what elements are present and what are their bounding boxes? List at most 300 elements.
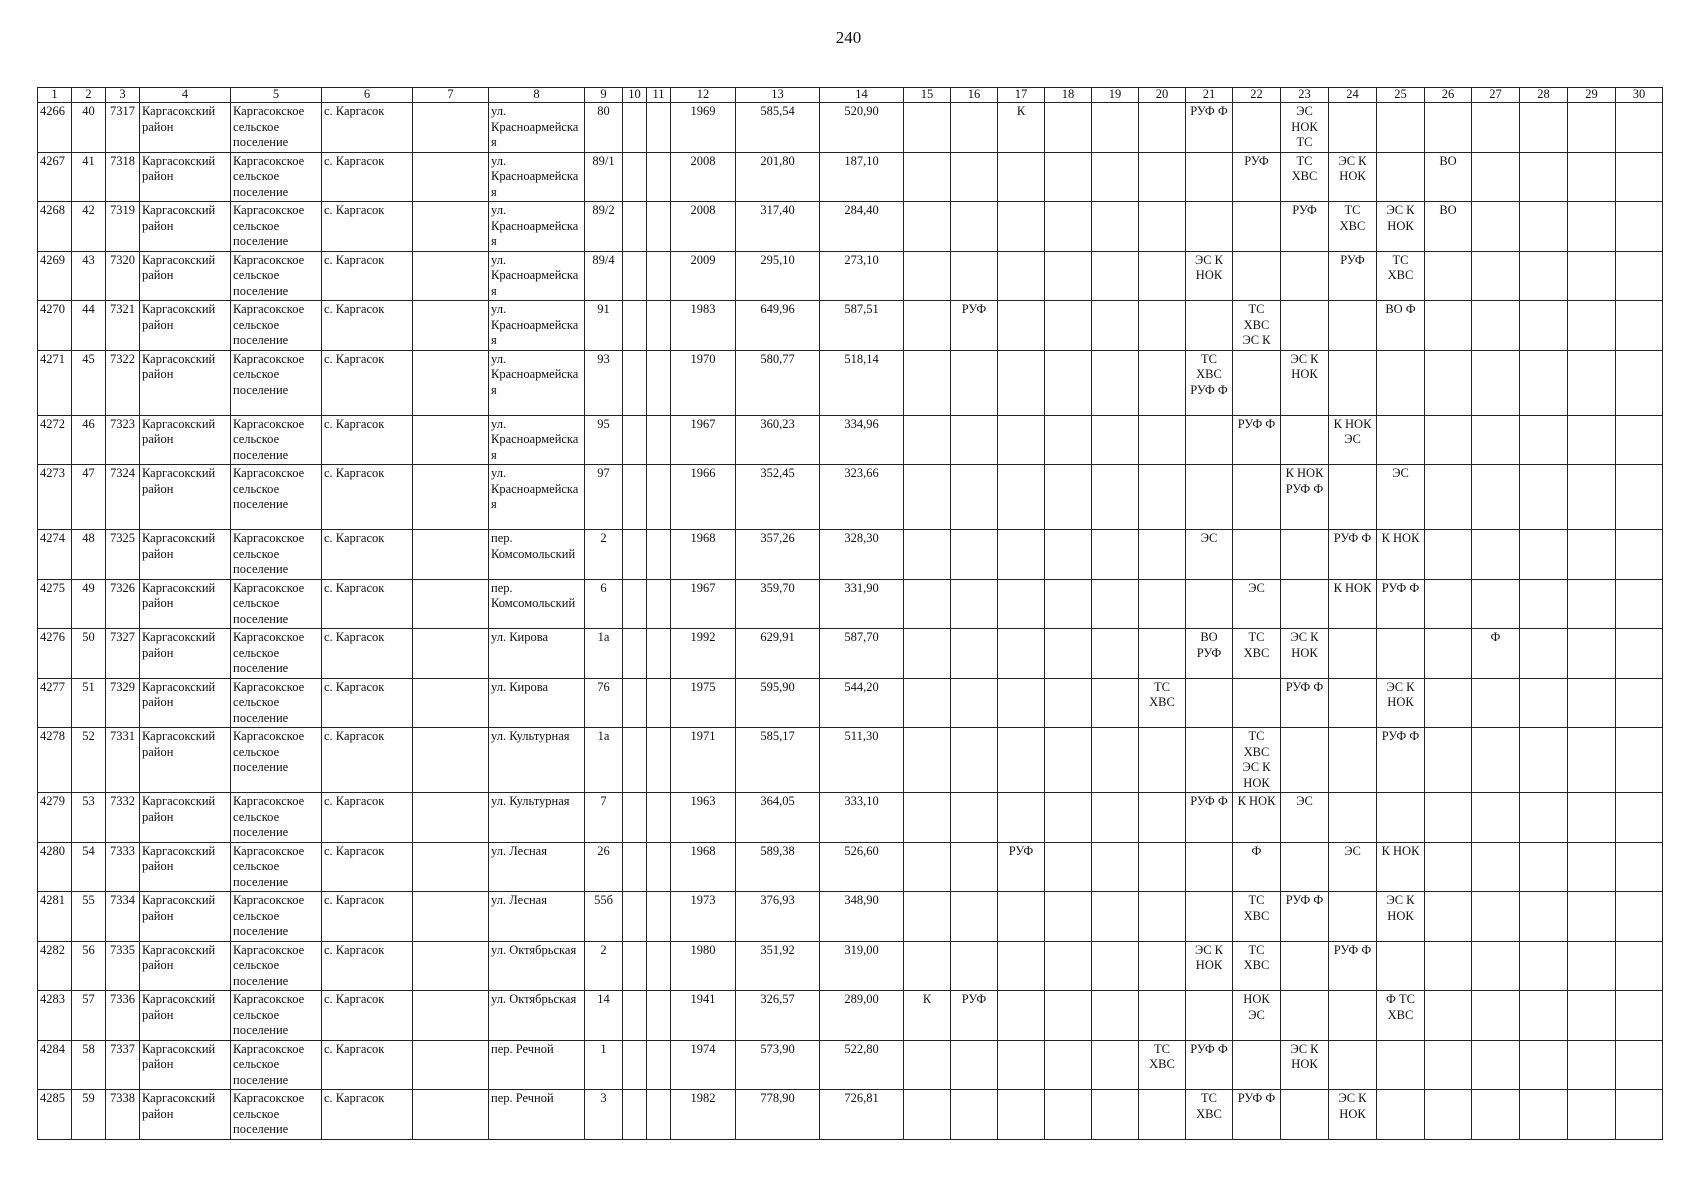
cell-col-25: ТС ХВС — [1377, 251, 1425, 301]
cell-col-3: 7319 — [106, 202, 140, 252]
cell-col-5: Каргасокское сельское поселение — [231, 251, 322, 301]
cell-col-30 — [1616, 892, 1663, 942]
cell-col-5: Каргасокское сельское поселение — [231, 678, 322, 728]
cell-col-1: 4267 — [38, 152, 72, 202]
cell-col-21 — [1186, 152, 1233, 202]
cell-col-29 — [1568, 678, 1616, 728]
table-row — [38, 301, 1663, 351]
cell-col-28 — [1520, 842, 1568, 892]
cell-col-6: с. Каргасок — [322, 579, 413, 629]
cell-col-27 — [1472, 103, 1520, 153]
cell-col-1: 4275 — [38, 579, 72, 629]
cell-col-8: ул. Красноармейска я — [489, 301, 585, 351]
table-header-row — [38, 88, 1663, 103]
cell-col-20 — [1139, 301, 1186, 351]
cell-col-4: Каргасокский район — [140, 251, 231, 301]
cell-col-2: 47 — [72, 465, 106, 530]
cell-col-23 — [1281, 842, 1329, 892]
cell-col-17 — [998, 202, 1045, 252]
cell-col-9: 1а — [585, 728, 623, 793]
cell-col-9: 26 — [585, 842, 623, 892]
cell-col-21 — [1186, 728, 1233, 793]
cell-col-21 — [1186, 842, 1233, 892]
cell-col-22: ТС ХВС — [1233, 941, 1281, 991]
cell-col-26 — [1425, 579, 1472, 629]
cell-col-29 — [1568, 465, 1616, 530]
cell-col-8: пер. Комсомольский — [489, 530, 585, 580]
cell-col-20 — [1139, 465, 1186, 530]
cell-col-30 — [1616, 678, 1663, 728]
cell-col-11 — [647, 842, 671, 892]
cell-col-13: 595,90 — [736, 678, 820, 728]
cell-col-5: Каргасокское сельское поселение — [231, 103, 322, 153]
cell-col-17 — [998, 301, 1045, 351]
cell-col-6: с. Каргасок — [322, 793, 413, 843]
cell-col-28 — [1520, 793, 1568, 843]
cell-col-18 — [1045, 579, 1092, 629]
cell-col-19 — [1092, 629, 1139, 679]
cell-col-5: Каргасокское сельское поселение — [231, 202, 322, 252]
cell-col-8: ул. Красноармейска я — [489, 465, 585, 530]
cell-col-28 — [1520, 678, 1568, 728]
cell-col-20 — [1139, 892, 1186, 942]
cell-col-13: 201,80 — [736, 152, 820, 202]
cell-col-13: 326,57 — [736, 991, 820, 1041]
cell-col-1: 4272 — [38, 415, 72, 465]
cell-col-15 — [904, 415, 951, 465]
cell-col-30 — [1616, 579, 1663, 629]
cell-col-7 — [413, 415, 489, 465]
cell-col-16: РУФ — [951, 301, 998, 351]
cell-col-18 — [1045, 301, 1092, 351]
cell-col-25: ВО Ф — [1377, 301, 1425, 351]
cell-col-16 — [951, 678, 998, 728]
cell-col-28 — [1520, 251, 1568, 301]
cell-col-19 — [1092, 793, 1139, 843]
cell-col-14: 319,00 — [820, 941, 904, 991]
cell-col-28 — [1520, 629, 1568, 679]
cell-col-26 — [1425, 793, 1472, 843]
cell-col-24 — [1329, 629, 1377, 679]
cell-col-21 — [1186, 415, 1233, 465]
cell-col-4: Каргасокский район — [140, 678, 231, 728]
cell-col-2: 58 — [72, 1040, 106, 1090]
cell-col-9: 97 — [585, 465, 623, 530]
cell-col-27 — [1472, 842, 1520, 892]
column-header-10: 10 — [623, 88, 647, 103]
cell-col-21 — [1186, 678, 1233, 728]
cell-col-6: с. Каргасок — [322, 415, 413, 465]
cell-col-2: 54 — [72, 842, 106, 892]
cell-col-25 — [1377, 1040, 1425, 1090]
cell-col-21: ЭС К НОК — [1186, 251, 1233, 301]
cell-col-23 — [1281, 991, 1329, 1041]
column-header-29: 29 — [1568, 88, 1616, 103]
cell-col-14: 331,90 — [820, 579, 904, 629]
cell-col-22: ТС ХВС — [1233, 892, 1281, 942]
cell-col-27 — [1472, 152, 1520, 202]
cell-col-26 — [1425, 301, 1472, 351]
table-row — [38, 415, 1663, 465]
cell-col-19 — [1092, 892, 1139, 942]
cell-col-24 — [1329, 1040, 1377, 1090]
cell-col-25 — [1377, 152, 1425, 202]
cell-col-10 — [623, 793, 647, 843]
cell-col-27 — [1472, 251, 1520, 301]
cell-col-26 — [1425, 1040, 1472, 1090]
table-body — [38, 103, 1663, 1140]
cell-col-8: ул. Красноармейска я — [489, 152, 585, 202]
cell-col-3: 7324 — [106, 465, 140, 530]
cell-col-23 — [1281, 728, 1329, 793]
cell-col-7 — [413, 579, 489, 629]
column-header-19: 19 — [1092, 88, 1139, 103]
cell-col-1: 4280 — [38, 842, 72, 892]
cell-col-22: ТС ХВС — [1233, 629, 1281, 679]
cell-col-2: 49 — [72, 579, 106, 629]
cell-col-25: ЭС К НОК — [1377, 678, 1425, 728]
cell-col-8: ул. Октябрьская — [489, 941, 585, 991]
cell-col-11 — [647, 678, 671, 728]
cell-col-7 — [413, 678, 489, 728]
cell-col-25: Ф ТС ХВС — [1377, 991, 1425, 1041]
cell-col-29 — [1568, 842, 1616, 892]
cell-col-16 — [951, 892, 998, 942]
cell-col-17 — [998, 793, 1045, 843]
cell-col-28 — [1520, 579, 1568, 629]
cell-col-6: с. Каргасок — [322, 629, 413, 679]
cell-col-26 — [1425, 629, 1472, 679]
cell-col-7 — [413, 202, 489, 252]
cell-col-26 — [1425, 991, 1472, 1041]
cell-col-15 — [904, 465, 951, 530]
cell-col-30 — [1616, 1090, 1663, 1140]
cell-col-6: с. Каргасок — [322, 103, 413, 153]
cell-col-9: 14 — [585, 991, 623, 1041]
table-row — [38, 103, 1663, 153]
cell-col-30 — [1616, 941, 1663, 991]
column-header-26: 26 — [1425, 88, 1472, 103]
cell-col-13: 573,90 — [736, 1040, 820, 1090]
cell-col-19 — [1092, 202, 1139, 252]
cell-col-22 — [1233, 1040, 1281, 1090]
cell-col-29 — [1568, 152, 1616, 202]
cell-col-21: РУФ Ф — [1186, 103, 1233, 153]
cell-col-11 — [647, 793, 671, 843]
cell-col-2: 48 — [72, 530, 106, 580]
cell-col-8: ул. Культурная — [489, 793, 585, 843]
cell-col-13: 778,90 — [736, 1090, 820, 1140]
cell-col-11 — [647, 991, 671, 1041]
cell-col-20: ТС ХВС — [1139, 678, 1186, 728]
table-row — [38, 793, 1663, 843]
cell-col-2: 42 — [72, 202, 106, 252]
cell-col-29 — [1568, 301, 1616, 351]
cell-col-30 — [1616, 415, 1663, 465]
cell-col-26 — [1425, 842, 1472, 892]
cell-col-20 — [1139, 202, 1186, 252]
cell-col-14: 348,90 — [820, 892, 904, 942]
cell-col-21: РУФ Ф — [1186, 1040, 1233, 1090]
cell-col-11 — [647, 941, 671, 991]
cell-col-24: РУФ Ф — [1329, 530, 1377, 580]
cell-col-29 — [1568, 728, 1616, 793]
table-row — [38, 892, 1663, 942]
cell-col-17 — [998, 251, 1045, 301]
cell-col-28 — [1520, 728, 1568, 793]
cell-col-21: РУФ Ф — [1186, 793, 1233, 843]
cell-col-19 — [1092, 579, 1139, 629]
cell-col-1: 4276 — [38, 629, 72, 679]
cell-col-12: 1980 — [671, 941, 736, 991]
cell-col-7 — [413, 793, 489, 843]
cell-col-1: 4283 — [38, 991, 72, 1041]
cell-col-20 — [1139, 1090, 1186, 1140]
cell-col-1: 4285 — [38, 1090, 72, 1140]
cell-col-27 — [1472, 728, 1520, 793]
cell-col-16 — [951, 415, 998, 465]
cell-col-18 — [1045, 728, 1092, 793]
cell-col-3: 7326 — [106, 579, 140, 629]
cell-col-27 — [1472, 530, 1520, 580]
cell-col-21: ВО РУФ — [1186, 629, 1233, 679]
cell-col-10 — [623, 152, 647, 202]
cell-col-20 — [1139, 251, 1186, 301]
cell-col-8: ул. Лесная — [489, 892, 585, 942]
cell-col-16 — [951, 629, 998, 679]
cell-col-14: 187,10 — [820, 152, 904, 202]
cell-col-8: ул. Красноармейска я — [489, 251, 585, 301]
cell-col-26 — [1425, 415, 1472, 465]
cell-col-28 — [1520, 465, 1568, 530]
cell-col-4: Каргасокский район — [140, 941, 231, 991]
cell-col-7 — [413, 629, 489, 679]
cell-col-18 — [1045, 530, 1092, 580]
cell-col-14: 284,40 — [820, 202, 904, 252]
cell-col-4: Каргасокский район — [140, 530, 231, 580]
cell-col-13: 360,23 — [736, 415, 820, 465]
cell-col-16 — [951, 793, 998, 843]
cell-col-18 — [1045, 678, 1092, 728]
cell-col-24 — [1329, 728, 1377, 793]
cell-col-12: 1971 — [671, 728, 736, 793]
cell-col-2: 43 — [72, 251, 106, 301]
cell-col-15 — [904, 530, 951, 580]
cell-col-19 — [1092, 301, 1139, 351]
cell-col-11 — [647, 103, 671, 153]
cell-col-22: РУФ Ф — [1233, 1090, 1281, 1140]
cell-col-12: 1969 — [671, 103, 736, 153]
cell-col-26 — [1425, 892, 1472, 942]
cell-col-23: РУФ — [1281, 202, 1329, 252]
cell-col-21 — [1186, 892, 1233, 942]
cell-col-16 — [951, 350, 998, 415]
cell-col-3: 7331 — [106, 728, 140, 793]
cell-col-23 — [1281, 251, 1329, 301]
cell-col-14: 522,80 — [820, 1040, 904, 1090]
cell-col-6: с. Каргасок — [322, 892, 413, 942]
cell-col-28 — [1520, 1090, 1568, 1140]
cell-col-10 — [623, 678, 647, 728]
column-header-8: 8 — [489, 88, 585, 103]
cell-col-12: 2009 — [671, 251, 736, 301]
cell-col-26 — [1425, 1090, 1472, 1140]
cell-col-10 — [623, 629, 647, 679]
cell-col-30 — [1616, 202, 1663, 252]
cell-col-30 — [1616, 530, 1663, 580]
cell-col-16 — [951, 1040, 998, 1090]
cell-col-11 — [647, 892, 671, 942]
cell-col-1: 4279 — [38, 793, 72, 843]
cell-col-15 — [904, 350, 951, 415]
cell-col-14: 518,14 — [820, 350, 904, 415]
cell-col-21: ТС ХВС — [1186, 1090, 1233, 1140]
cell-col-21: ЭС К НОК — [1186, 941, 1233, 991]
cell-col-6: с. Каргасок — [322, 842, 413, 892]
cell-col-12: 1992 — [671, 629, 736, 679]
cell-col-4: Каргасокский район — [140, 1090, 231, 1140]
cell-col-5: Каргасокское сельское поселение — [231, 1090, 322, 1140]
cell-col-11 — [647, 202, 671, 252]
cell-col-10 — [623, 301, 647, 351]
cell-col-4: Каргасокский район — [140, 892, 231, 942]
cell-col-10 — [623, 579, 647, 629]
cell-col-18 — [1045, 350, 1092, 415]
cell-col-11 — [647, 728, 671, 793]
cell-col-2: 50 — [72, 629, 106, 679]
cell-col-17 — [998, 892, 1045, 942]
cell-col-17 — [998, 530, 1045, 580]
column-header-2: 2 — [72, 88, 106, 103]
cell-col-11 — [647, 1040, 671, 1090]
cell-col-16 — [951, 842, 998, 892]
cell-col-20 — [1139, 793, 1186, 843]
cell-col-15 — [904, 842, 951, 892]
cell-col-20 — [1139, 579, 1186, 629]
cell-col-9: 7 — [585, 793, 623, 843]
column-header-17: 17 — [998, 88, 1045, 103]
cell-col-24 — [1329, 678, 1377, 728]
cell-col-13: 580,77 — [736, 350, 820, 415]
column-header-28: 28 — [1520, 88, 1568, 103]
cell-col-29 — [1568, 892, 1616, 942]
cell-col-17 — [998, 728, 1045, 793]
cell-col-8: ул. Красноармейска я — [489, 103, 585, 153]
cell-col-4: Каргасокский район — [140, 579, 231, 629]
cell-col-8: ул. Октябрьская — [489, 991, 585, 1041]
cell-col-11 — [647, 350, 671, 415]
cell-col-24: ТС ХВС — [1329, 202, 1377, 252]
cell-col-28 — [1520, 892, 1568, 942]
cell-col-28 — [1520, 152, 1568, 202]
cell-col-30 — [1616, 842, 1663, 892]
cell-col-15 — [904, 728, 951, 793]
table-row — [38, 579, 1663, 629]
cell-col-23: РУФ Ф — [1281, 678, 1329, 728]
cell-col-27 — [1472, 941, 1520, 991]
cell-col-20 — [1139, 530, 1186, 580]
cell-col-9: 55б — [585, 892, 623, 942]
cell-col-9: 89/1 — [585, 152, 623, 202]
cell-col-16 — [951, 202, 998, 252]
cell-col-17 — [998, 629, 1045, 679]
cell-col-5: Каргасокское сельское поселение — [231, 842, 322, 892]
cell-col-17 — [998, 1040, 1045, 1090]
cell-col-20: ТС ХВС — [1139, 1040, 1186, 1090]
column-header-15: 15 — [904, 88, 951, 103]
cell-col-24 — [1329, 892, 1377, 942]
cell-col-18 — [1045, 1040, 1092, 1090]
cell-col-7 — [413, 251, 489, 301]
cell-col-22: К НОК — [1233, 793, 1281, 843]
column-header-13: 13 — [736, 88, 820, 103]
cell-col-14: 323,66 — [820, 465, 904, 530]
cell-col-3: 7333 — [106, 842, 140, 892]
cell-col-12: 1968 — [671, 842, 736, 892]
cell-col-4: Каргасокский район — [140, 202, 231, 252]
cell-col-29 — [1568, 793, 1616, 843]
cell-col-21 — [1186, 301, 1233, 351]
cell-col-14: 520,90 — [820, 103, 904, 153]
cell-col-30 — [1616, 301, 1663, 351]
cell-col-12: 1967 — [671, 415, 736, 465]
cell-col-15: К — [904, 991, 951, 1041]
cell-col-6: с. Каргасок — [322, 728, 413, 793]
cell-col-20 — [1139, 991, 1186, 1041]
cell-col-15 — [904, 1040, 951, 1090]
cell-col-30 — [1616, 629, 1663, 679]
table-row — [38, 202, 1663, 252]
cell-col-5: Каргасокское сельское поселение — [231, 941, 322, 991]
cell-col-15 — [904, 202, 951, 252]
cell-col-3: 7332 — [106, 793, 140, 843]
cell-col-18 — [1045, 991, 1092, 1041]
cell-col-27 — [1472, 465, 1520, 530]
cell-col-18 — [1045, 415, 1092, 465]
cell-col-24 — [1329, 350, 1377, 415]
cell-col-11 — [647, 579, 671, 629]
cell-col-25: ЭС — [1377, 465, 1425, 530]
cell-col-28 — [1520, 941, 1568, 991]
cell-col-12: 1966 — [671, 465, 736, 530]
cell-col-29 — [1568, 1090, 1616, 1140]
cell-col-25 — [1377, 629, 1425, 679]
cell-col-11 — [647, 415, 671, 465]
cell-col-18 — [1045, 629, 1092, 679]
column-header-7: 7 — [413, 88, 489, 103]
cell-col-15 — [904, 793, 951, 843]
cell-col-24 — [1329, 991, 1377, 1041]
cell-col-10 — [623, 892, 647, 942]
cell-col-5: Каргасокское сельское поселение — [231, 892, 322, 942]
cell-col-29 — [1568, 350, 1616, 415]
cell-col-23 — [1281, 941, 1329, 991]
cell-col-21 — [1186, 202, 1233, 252]
cell-col-2: 51 — [72, 678, 106, 728]
cell-col-30 — [1616, 152, 1663, 202]
cell-col-6: с. Каргасок — [322, 1090, 413, 1140]
cell-col-12: 1982 — [671, 1090, 736, 1140]
cell-col-14: 587,51 — [820, 301, 904, 351]
cell-col-17 — [998, 991, 1045, 1041]
cell-col-11 — [647, 465, 671, 530]
cell-col-18 — [1045, 842, 1092, 892]
cell-col-13: 585,17 — [736, 728, 820, 793]
cell-col-13: 629,91 — [736, 629, 820, 679]
cell-col-25: РУФ Ф — [1377, 728, 1425, 793]
cell-col-27 — [1472, 1040, 1520, 1090]
cell-col-13: 295,10 — [736, 251, 820, 301]
